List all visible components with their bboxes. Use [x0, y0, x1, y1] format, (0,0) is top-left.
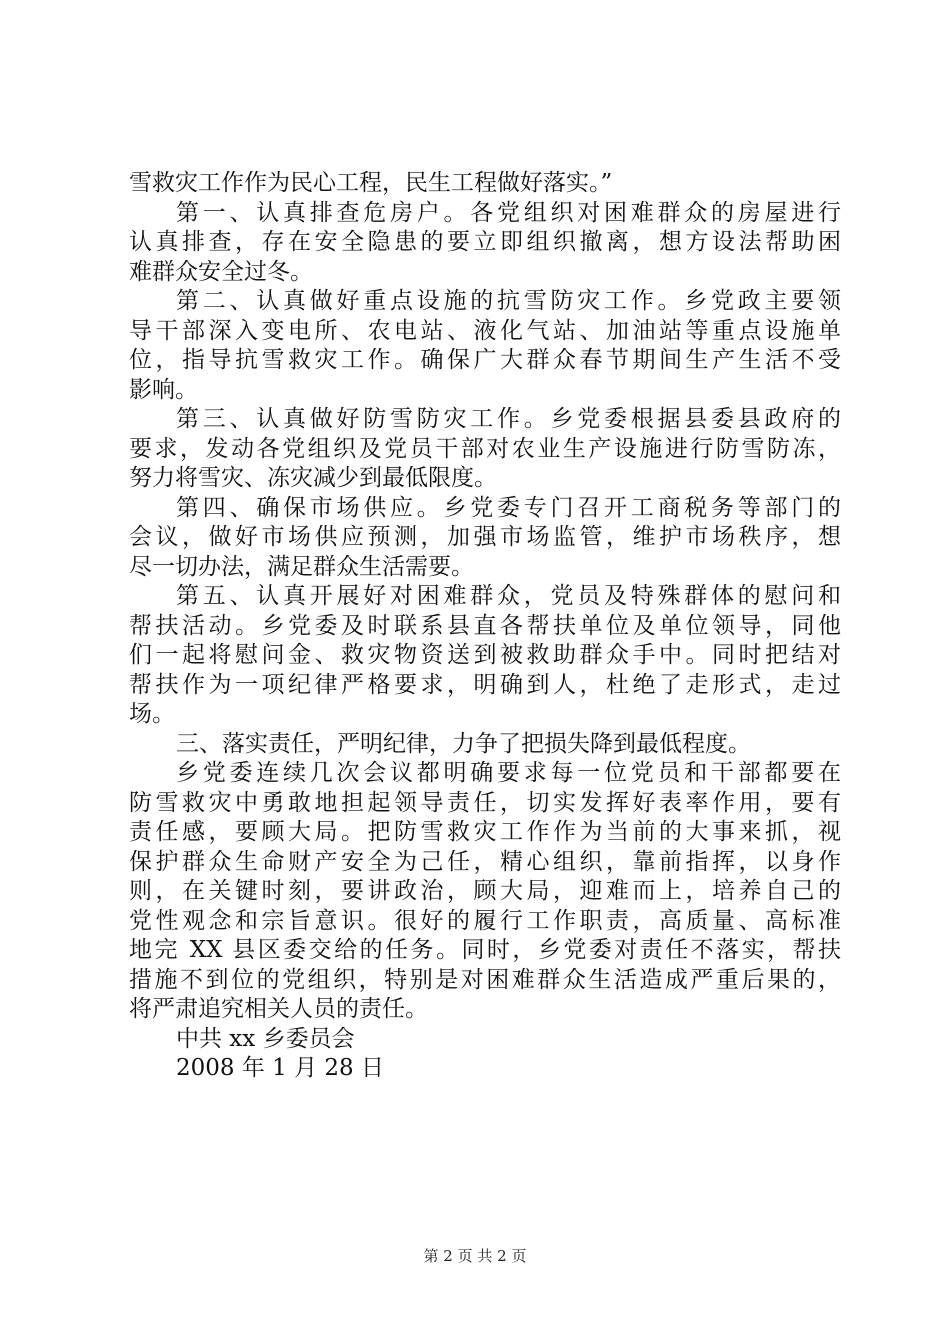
paragraph-line: 们一起将慰问金、救灾物资送到被救助群众手中。同时把结对 — [129, 642, 841, 668]
paragraph-line: 难群众安全过冬。 — [129, 258, 313, 285]
paragraph-line: 导干部深入变电所、农电站、液化气站、加油站等重点设施单 — [129, 317, 841, 344]
paragraph-line: 认真排查，存在安全隐患的要立即组织撤离，想方设法帮助困 — [129, 229, 841, 255]
signature-date: 2008 年 1 月 28 日 — [176, 1055, 384, 1081]
paragraph-line: 则，在关键时刻，要讲政治，顾大局，迎难而上，培养自己的 — [129, 878, 841, 904]
paragraph-line: 保护群众生命财产安全为己任，精心组织，靠前指挥，以身作 — [129, 848, 841, 875]
paragraph-line: 雪救灾工作作为民心工程，民生工程做好落实。” — [129, 170, 613, 196]
page-number-footer: 第 2 页 共 2 页 — [423, 1247, 527, 1265]
section-heading: 三、落实责任，严明纪律，力争了把损失降到最低程度。 — [176, 730, 751, 757]
paragraph-line: 影响。 — [129, 376, 198, 403]
paragraph-line: 位，指导抗雪救灾工作。确保广大群众春节期间生产生活不受 — [129, 347, 841, 373]
paragraph-line: 防雪救灾中勇敢地担起领导责任，切实发挥好表率作用，要有 — [129, 789, 841, 816]
paragraph-line: 会议，做好市场供应预测，加强市场监管，维护市场秩序，想 — [129, 524, 841, 550]
paragraph-line: 第五、认真开展好对困难群众，党员及特殊群体的慰问和 — [176, 583, 841, 609]
paragraph-line: 措施不到位的党组织，特别是对困难群众生活造成严重后果的， — [129, 966, 841, 993]
paragraph-line: 场。 — [129, 701, 175, 727]
paragraph-line: 尽一切办法，满足群众生活需要。 — [129, 553, 474, 580]
document-body — [129, 169, 841, 1084]
paragraph-line: 第三、认真做好防雪防灾工作。乡党委根据县委县政府的 — [176, 406, 841, 432]
paragraph-line: 责任感，要顾大局。把防雪救灾工作作为当前的大事来抓，视 — [129, 819, 841, 845]
paragraph-line: 努力将雪灾、冻灾减少到最低限度。 — [129, 465, 497, 491]
paragraph-line: 乡党委连续几次会议都明确要求每一位党员和干部都要在 — [176, 760, 841, 786]
paragraph-line: 帮扶活动。乡党委及时联系县直各帮扶单位及单位领导，同他 — [129, 612, 841, 639]
signature-org: 中共 xx 乡委员会 — [176, 1025, 355, 1052]
paragraph-line: 帮扶作为一项纪律严格要求，明确到人，杜绝了走形式，走过 — [129, 671, 841, 698]
paragraph-line: 第二、认真做好重点设施的抗雪防灾工作。乡党政主要领 — [176, 288, 841, 314]
paragraph-line: 党性观念和宗旨意识。很好的履行工作职责，高质量、高标准 — [129, 907, 841, 934]
paragraph-line: 第四、确保市场供应。乡党委专门召开工商税务等部门的 — [176, 494, 841, 521]
paragraph-line: 将严肃追究相关人员的责任。 — [129, 996, 428, 1022]
paragraph-line: 要求，发动各党组织及党员干部对农业生产设施进行防雪防冻， — [129, 435, 841, 462]
paragraph-line: 第一、认真排查危房户。各党组织对困难群众的房屋进行 — [176, 199, 841, 226]
paragraph-line: 地完 XX 县区委交给的任务。同时，乡党委对责任不落实，帮扶 — [129, 937, 841, 963]
